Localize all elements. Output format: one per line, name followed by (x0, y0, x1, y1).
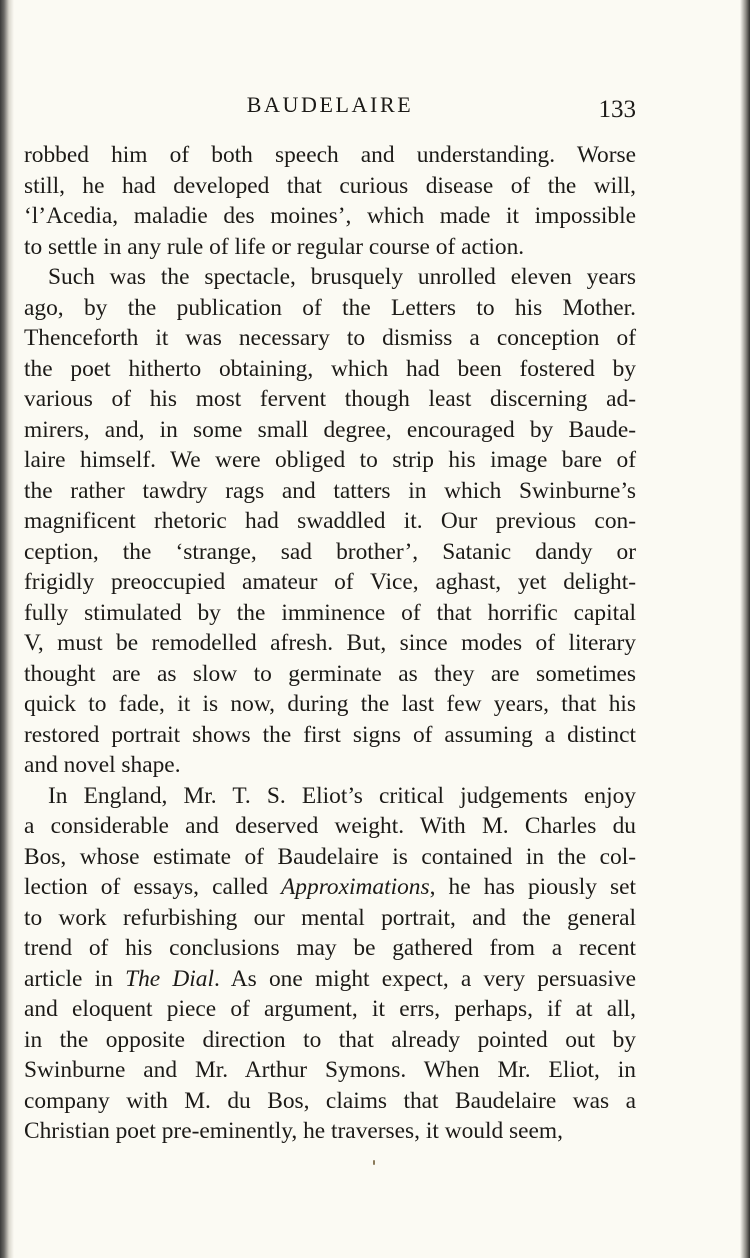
text-line: Christian poet pre-eminently, he traverses, it would seem, (24, 1118, 563, 1144)
text-line: lection of essays, called Approximations, he has piously set (24, 874, 636, 900)
text-line: Thenceforth it was necessary to dismiss a conception of (24, 325, 636, 351)
text-line: still, he had developed that curious disease of the will, (24, 172, 636, 199)
text-line: thought are as slow to germinate as they are sometimes (24, 660, 636, 687)
text-line: and eloquent piece of argument, it errs, perhaps, if at all, (24, 996, 636, 1022)
text-line: ‘l’Acedia, maladie des moines’, which made it impossible (24, 203, 636, 229)
text-line: ago, by the publication of the Letters to his Mother. (24, 294, 636, 321)
body-text (24, 140, 636, 1147)
text-line: to work refurbishing our mental portrait, and the general (24, 904, 636, 931)
page-number: 133 (598, 96, 636, 123)
text-line: In England, Mr. T. S. Eliot’s critical judgements enjoy (48, 782, 636, 809)
text-line: quick to fade, it is now, during the last few years, that his (24, 691, 636, 717)
text-line: the poet hitherto obtaining, which had been fostered by (24, 355, 636, 382)
text-line: frigidly preoccupied amateur of Vice, aghast, yet delight- (24, 569, 636, 595)
italic-title: The Dial (125, 965, 214, 992)
text-line: to settle in any rule of life or regular course of action. (24, 233, 525, 260)
page-edge-right (740, 0, 750, 1258)
text-line: restored portrait shows the first signs of assuming a distinct (24, 721, 636, 748)
text-line: in the opposite direction to that already pointed out by (24, 1026, 636, 1053)
text-line: V, must be remodelled afresh. But, since modes of literary (24, 630, 636, 656)
text-line: laire himself. We were obliged to strip his image bare of (24, 447, 636, 473)
text-line: and novel shape. (24, 752, 181, 778)
paragraph (24, 262, 636, 781)
paper-speck (373, 1160, 375, 1165)
text-line: Bos, whose estimate of Baudelaire is contained in the col- (24, 843, 636, 870)
text-line: robbed him of both speech and understanding. Worse (24, 142, 636, 168)
paragraph (24, 781, 636, 1147)
running-head: BAUDELAIRE (246, 92, 414, 117)
text-line: ception, the ‘strange, sad brother’, Satanic dandy or (24, 538, 636, 565)
text-line: article in The Dial. As one might expect, a very persuasive (24, 965, 636, 992)
text-line: Such was the spectacle, brusquely unrolled eleven years (48, 264, 636, 290)
page-header (24, 92, 636, 126)
page-edge-left (0, 0, 14, 1258)
text-line: various of his most fervent though least discerning ad- (24, 386, 636, 412)
text-line: Swinburne and Mr. Arthur Symons. When Mr. Eliot, in (24, 1057, 636, 1083)
text-line: the rather tawdry rags and tatters in which Swinburne’s (24, 477, 636, 504)
text-line: company with M. du Bos, claims that Baudelaire was a (24, 1087, 636, 1114)
text-line: magnificent rhetoric had swaddled it. Our previous con- (24, 508, 636, 534)
text-line: trend of his conclusions may be gathered from a recent (24, 935, 636, 961)
text-line: mirers, and, in some small degree, encouraged by Baude- (24, 416, 636, 443)
text-line: fully stimulated by the imminence of that horrific capital (24, 599, 636, 626)
text-line: a considerable and deserved weight. With M. Charles du (24, 813, 636, 839)
paragraph (24, 140, 636, 262)
italic-title: Approximations (281, 874, 430, 900)
